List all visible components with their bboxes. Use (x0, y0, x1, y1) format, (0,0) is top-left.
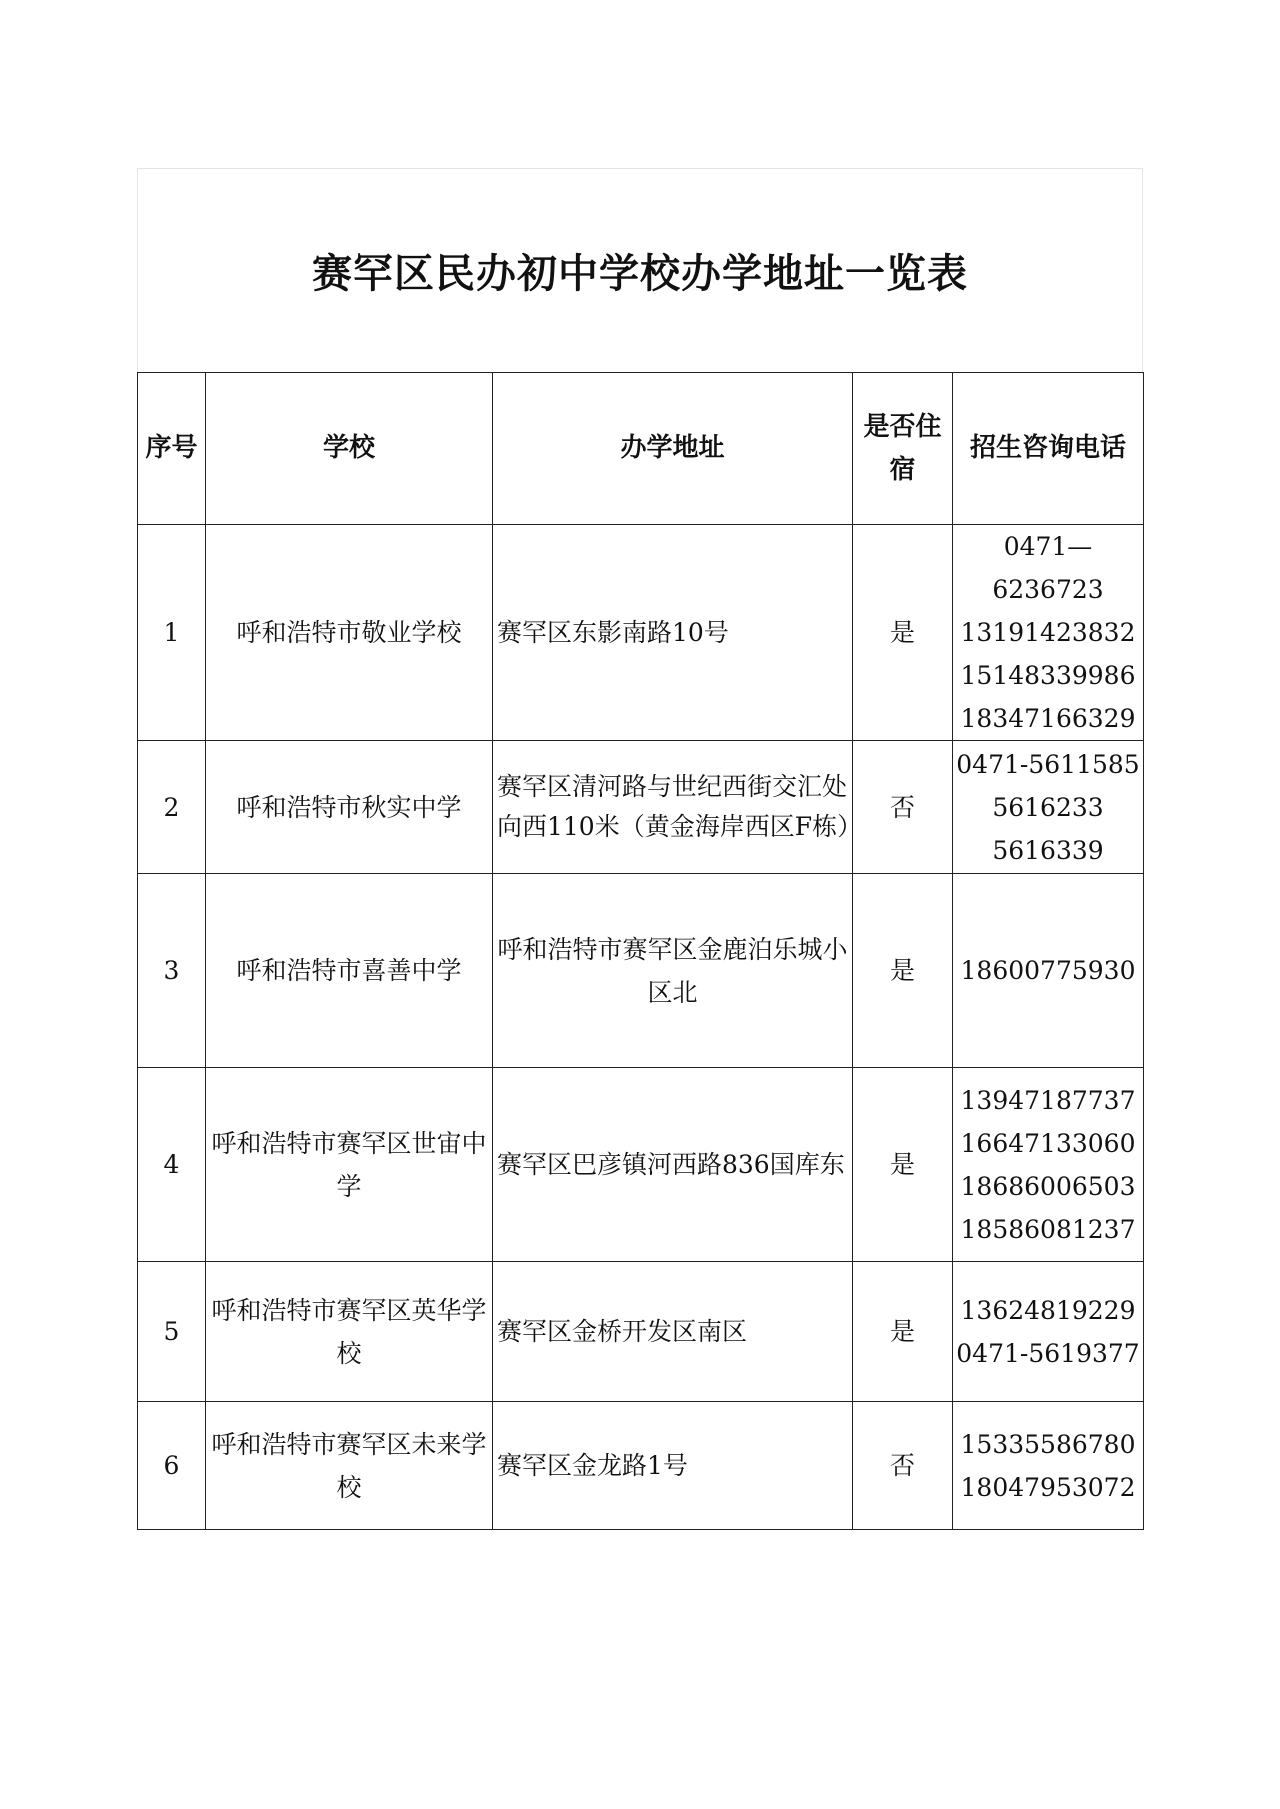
table-row (138, 1262, 1144, 1402)
header-address: 办学地址 (493, 373, 853, 525)
cell-phones (953, 525, 1144, 741)
cell-address: 赛罕区清河路与世纪西街交汇处向西110米（黄金海岸西区F栋） (493, 741, 853, 874)
cell-school: 呼和浩特市敬业学校 (206, 525, 493, 741)
phone-number: 13947187737 (960, 1085, 1136, 1115)
cell-index: 3 (138, 874, 206, 1068)
phone-number: 15148339986 (960, 661, 1136, 690)
phone-number: 5616233 (992, 792, 1104, 822)
cell-boarding: 否 (853, 1402, 953, 1530)
cell-school: 呼和浩特市秋实中学 (206, 741, 493, 874)
cell-phones (953, 1262, 1144, 1402)
cell-address: 赛罕区巴彦镇河西路836国库东 (493, 1068, 853, 1262)
school-address-table (137, 372, 1144, 1530)
cell-boarding: 是 (853, 1068, 953, 1262)
table-row (138, 1068, 1144, 1262)
cell-school: 呼和浩特市赛罕区未来学校 (206, 1402, 493, 1530)
phone-number: 13191423832 (960, 618, 1136, 647)
cell-phones (953, 741, 1144, 874)
cell-phones (953, 1402, 1144, 1530)
cell-boarding: 是 (853, 874, 953, 1068)
document-title: 赛罕区民办初中学校办学地址一览表 (312, 250, 968, 297)
cell-address: 赛罕区金龙路1号 (493, 1402, 853, 1530)
table-row (138, 741, 1144, 874)
cell-boarding: 是 (853, 525, 953, 741)
cell-boarding: 否 (853, 741, 953, 874)
header-school: 学校 (206, 373, 493, 525)
phone-number: 0471—6236723 (992, 532, 1104, 604)
title-area (137, 168, 1143, 372)
cell-index: 6 (138, 1402, 206, 1530)
cell-boarding: 是 (853, 1262, 953, 1402)
phone-number: 18686006503 (960, 1171, 1136, 1201)
header-boarding: 是否住宿 (853, 373, 953, 525)
cell-school: 呼和浩特市赛罕区英华学校 (206, 1262, 493, 1402)
cell-phones (953, 874, 1144, 1068)
table-row (138, 525, 1144, 741)
phone-number: 5616339 (992, 835, 1104, 865)
cell-address: 呼和浩特市赛罕区金鹿泊乐城小区北 (493, 874, 853, 1068)
table-header-row (138, 373, 1144, 525)
header-phone: 招生咨询电话 (953, 373, 1144, 525)
phone-number: 18347166329 (960, 704, 1136, 733)
phone-number: 15335586780 (960, 1429, 1136, 1459)
table-row (138, 874, 1144, 1068)
cell-phones (953, 1068, 1144, 1262)
document-sheet (137, 168, 1143, 1530)
phone-number: 0471-5619377 (956, 1338, 1140, 1368)
phone-number: 13624819229 (960, 1295, 1136, 1325)
phone-number: 16647133060 (960, 1128, 1136, 1158)
cell-school: 呼和浩特市喜善中学 (206, 874, 493, 1068)
cell-address: 赛罕区金桥开发区南区 (493, 1262, 853, 1402)
header-index: 序号 (138, 373, 206, 525)
phone-number: 18047953072 (960, 1472, 1136, 1502)
cell-index: 1 (138, 525, 206, 741)
phone-number: 0471-5611585 (956, 749, 1140, 779)
cell-address: 赛罕区东影南路10号 (493, 525, 853, 741)
table-row (138, 1402, 1144, 1530)
cell-index: 4 (138, 1068, 206, 1262)
cell-index: 2 (138, 741, 206, 874)
cell-index: 5 (138, 1262, 206, 1402)
phone-number: 18600775930 (960, 956, 1136, 985)
cell-school: 呼和浩特市赛罕区世宙中学 (206, 1068, 493, 1262)
phone-number: 18586081237 (960, 1214, 1136, 1244)
